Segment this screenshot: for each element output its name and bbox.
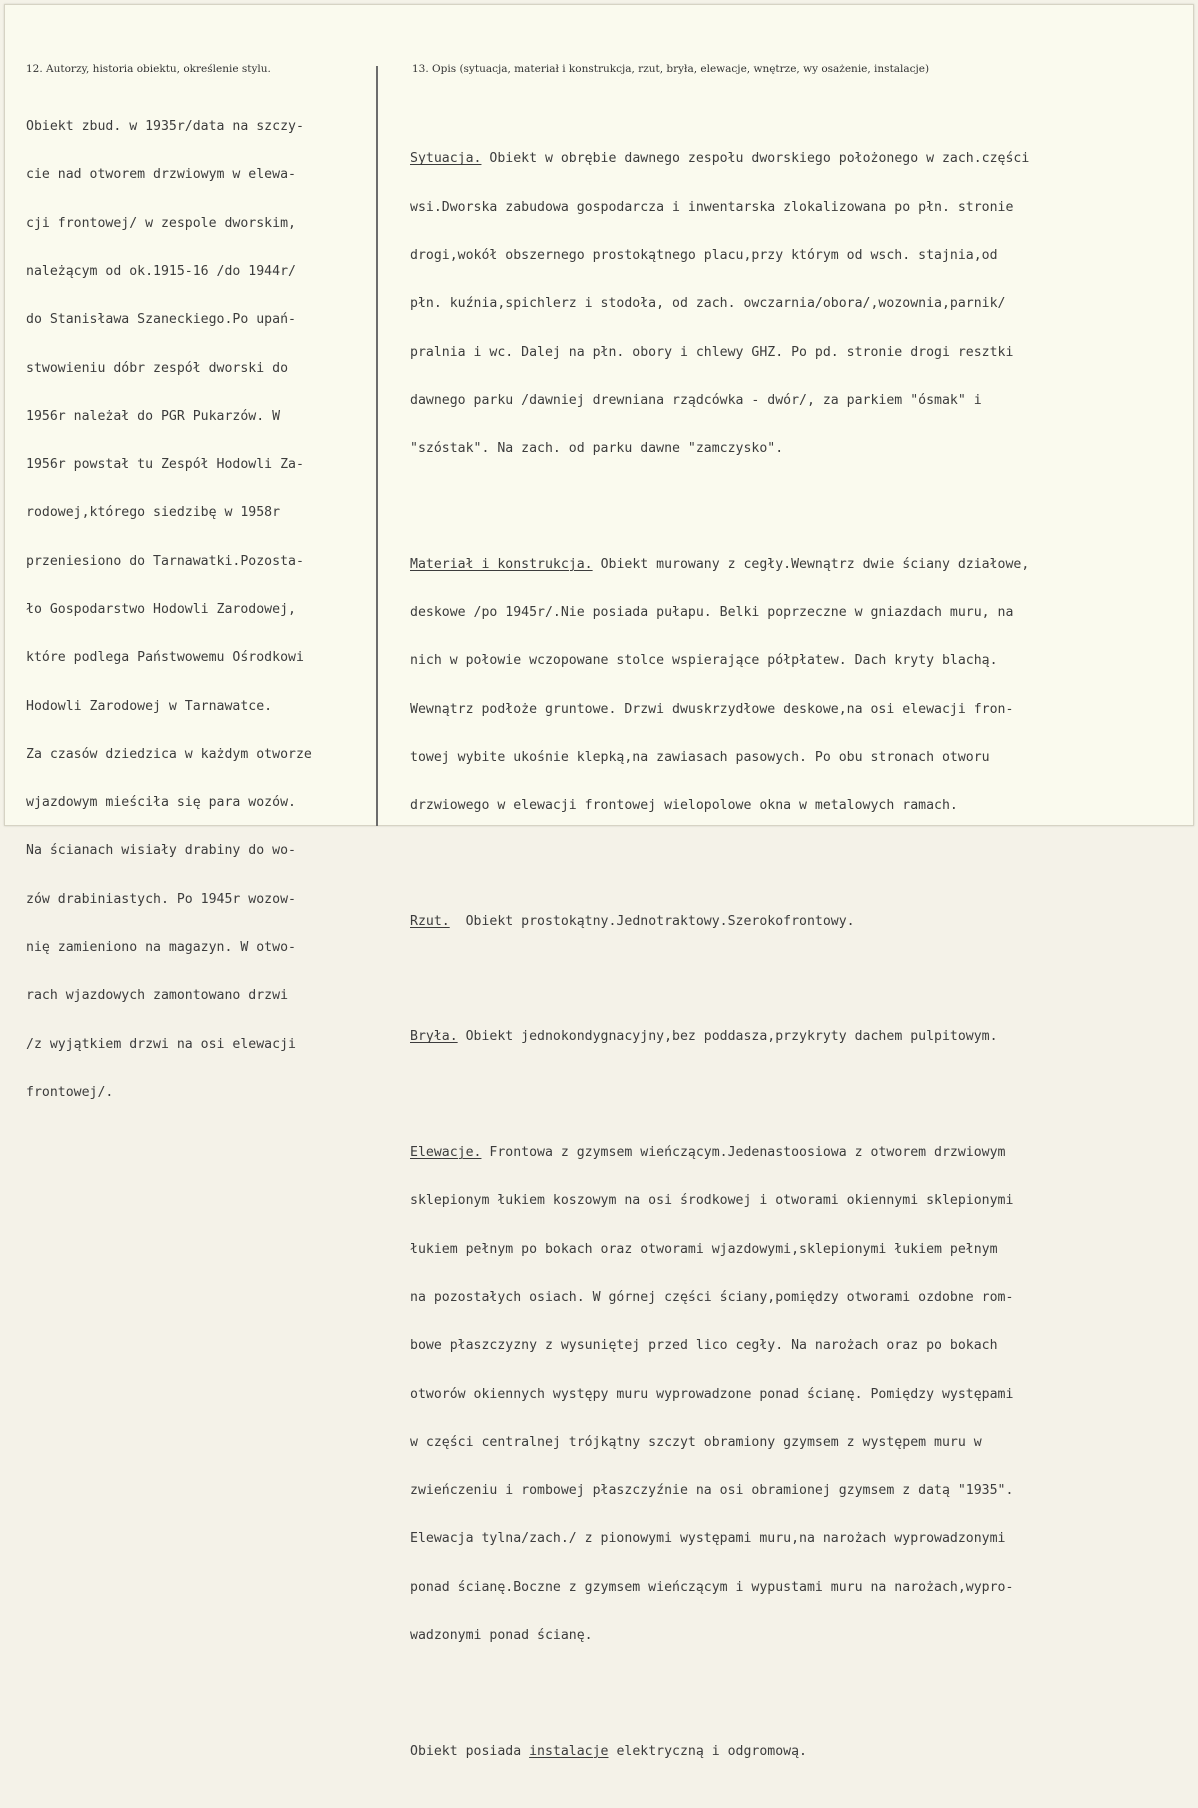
text-line: należącym od ok.1915-16 /do 1944r/	[26, 264, 296, 280]
text-line: elektryczną i odgromową.	[608, 1743, 807, 1759]
text-line: wsi.Dworska zabudowa gospodarcza i inwentarska zlokalizowana po płn. stronie	[410, 199, 1014, 215]
text-line: 1956r powstał tu Zespół Hodowli Za-	[26, 457, 304, 473]
text-line: drzwiowego w elewacji frontowej wielopolowe okna w metalowych ramach.	[410, 798, 958, 814]
paragraph-material	[410, 525, 1029, 847]
text-line: Obiekt murowany z cegły.Wewnątrz dwie ściany działowe,	[592, 556, 1030, 572]
section-12-heading: 12. Autorzy, historia obiektu, określenie stylu.	[26, 63, 271, 75]
instalacje-label: instalacje	[529, 1743, 609, 1759]
paragraph-rzut	[410, 882, 1029, 962]
text-line: Obiekt posiada	[410, 1743, 530, 1759]
rzut-label: Rzut.	[410, 913, 450, 929]
paragraph-bryla	[410, 997, 1029, 1077]
text-line: stwowieniu dóbr zespół dworski do	[26, 360, 289, 376]
text-line: cie nad otworem drzwiowym w elewa-	[26, 167, 296, 183]
text-line: Za czasów dziedzica w każdym otworze	[26, 746, 312, 762]
bryla-label: Bryła.	[410, 1029, 458, 1045]
text-line: towej wybite ukośnie klepką,na zawiasach pasowych. Po obu stronach otworu	[410, 749, 990, 765]
section-13-heading: 13. Opis (sytuacja, materiał i konstrukcja, rzut, bryła, elewacje, wnętrze, wy osażenie, instalacje)	[412, 63, 930, 75]
paragraph-instalacje	[410, 1711, 1029, 1791]
text-line: /z wyjątkiem drzwi na osi elewacji	[26, 1036, 296, 1052]
paragraph-elewacje	[410, 1113, 1029, 1676]
text-line: wjazdowym mieściła się para wozów.	[26, 795, 296, 811]
section-13-text	[410, 87, 1029, 1808]
text-line: rodowej,którego siedzibę w 1958r	[26, 505, 281, 521]
text-line: ponad ścianę.Boczne z gzymsem wieńczącym i wypustami muru na narożach,wypro-	[410, 1579, 1014, 1595]
material-label: Materiał i konstrukcja.	[410, 556, 593, 572]
text-line: Elewacja tylna/zach./ z pionowymi występami muru,na narożach wyprowadzonymi	[410, 1531, 1006, 1547]
text-line: nię zamieniono na magazyn. W otwo-	[26, 939, 296, 955]
text-line: Obiekt w obrębie dawnego zespołu dworskiego położonego w zach.części	[481, 151, 1030, 167]
text-line: łukiem pełnym po bokach oraz otworami wjazdowymi,sklepionymi łukiem pełnym	[410, 1241, 998, 1257]
text-line: płn. kuźnia,spichlerz i stodoła, od zach. owczarnia/obora/,wozownia,parnik/	[410, 296, 1006, 312]
text-line: zów drabiniastych. Po 1945r wozow-	[26, 891, 296, 907]
text-line: Obiekt prostokątny.Jednotraktowy.Szerokofrontowy.	[449, 913, 855, 929]
text-line: "szóstak". Na zach. od parku dawne "zamczysko".	[410, 441, 784, 457]
text-line: 1956r należał do PGR Pukarzów. W	[26, 408, 281, 424]
elewacje-label: Elewacje.	[410, 1145, 482, 1161]
text-line: dawnego parku /dawniej drewniana rządcówka - dwór/, za parkiem "ósmak" i	[410, 392, 982, 408]
text-line: pralnia i wc. Dalej na płn. obory i chlewy GHZ. Po pd. stronie drogi resztki	[410, 344, 1014, 360]
paragraph-sytuacja	[410, 119, 1029, 489]
text-line: frontowej/.	[26, 1084, 114, 1100]
text-line: Wewnątrz podłoże gruntowe. Drzwi dwuskrzydłowe deskowe,na osi elewacji fron-	[410, 701, 1014, 717]
text-line: deskowe /po 1945r/.Nie posiada pułapu. Belki poprzeczne w gniazdach muru, na	[410, 605, 1014, 620]
text-line: na pozostałych osiach. W górnej części ściany,pomiędzy otworami ozdobne rom-	[410, 1289, 1014, 1305]
text-line: Na ścianach wisiały drabiny do wo-	[26, 843, 296, 859]
section-12-text	[26, 87, 312, 1117]
column-divider	[376, 66, 378, 826]
text-line: drogi,wokół obszernego prostokątnego placu,przy którym od wsch. stajnia,od	[410, 247, 998, 263]
text-line: przeniesiono do Tarnawatki.Pozosta-	[26, 553, 304, 569]
text-line: Frontowa z gzymsem wieńczącym.Jedenastoosiowa z otworem drzwiowym	[481, 1145, 1006, 1161]
text-line: Hodowli Zarodowej w Tarnawatce.	[26, 698, 273, 714]
text-line: Obiekt jednokondygnacyjny,bez poddasza,przykryty dachem pulpitowym.	[457, 1029, 998, 1045]
text-line: do Stanisława Szaneckiego.Po upań-	[26, 312, 296, 328]
text-line: w części centralnej trójkątny szczyt obramiony gzymsem z występem muru w	[410, 1434, 982, 1450]
text-line: cji frontowej/ w zespole dworskim,	[26, 215, 296, 231]
text-line: otworów okiennych występy muru wyprowadzone ponad ścianę. Pomiędzy występami	[410, 1386, 1014, 1402]
text-line: ło Gospodarstwo Hodowli Zarodowej,	[26, 602, 296, 617]
text-line: Obiekt zbud. w 1935r/data na szczy-	[26, 119, 304, 135]
text-line: nich w połowie wczopowane stolce wspierające półpłatew. Dach kryty blachą.	[410, 653, 998, 669]
text-line: sklepionym łukiem koszowym na osi środkowej i otworami okiennymi sklepionymi	[410, 1193, 1014, 1209]
text-line: które podlega Państwowemu Ośrodkowi	[26, 650, 304, 666]
text-line: rach wjazdowych zamontowano drzwi	[26, 988, 289, 1004]
text-line: bowe płaszczyzny z wysuniętej przed lico cegły. Na narożach oraz po bokach	[410, 1338, 998, 1354]
text-line: zwieńczeniu i rombowej płaszczyźnie na osi obramionej gzymsem z datą "1935".	[410, 1483, 1014, 1499]
text-line: wadzonymi ponad ścianę.	[410, 1627, 593, 1643]
sytuacja-label: Sytuacja.	[410, 151, 482, 167]
